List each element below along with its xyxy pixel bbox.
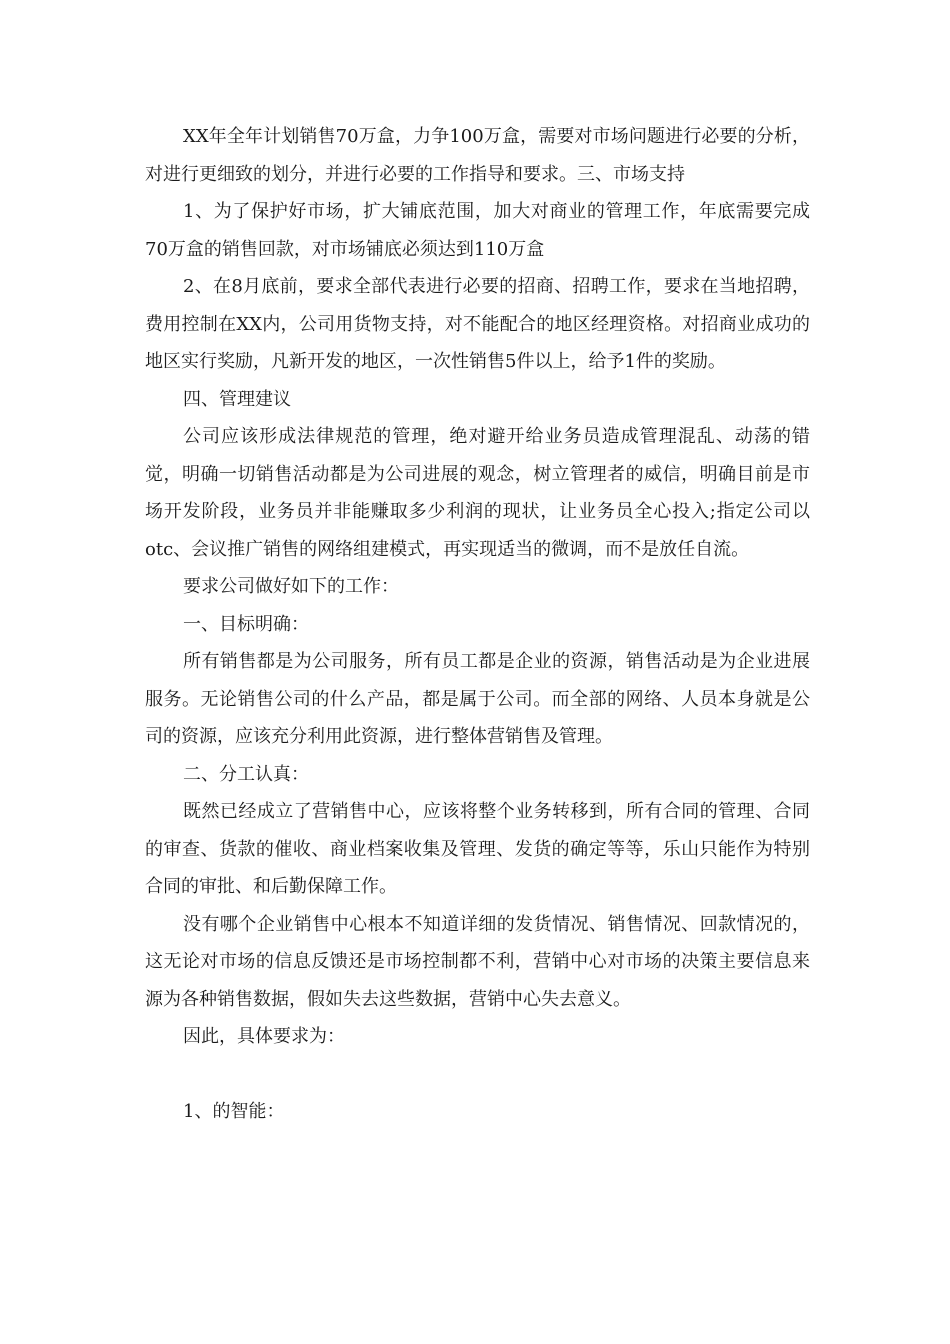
blank-line [145, 1056, 810, 1093]
heading-functions: 1、的智能： [183, 1100, 285, 1122]
paragraph-management-advice: 公司应该形成法律规范的管理，绝对避开给业务员造成管理混乱、动荡的错觉，明确一切销售活动都是为公司进展的观念，树立管理者的威信，明确目前是市场开发阶段，业务员并非能赚取多少利润的现状，让业务员全心投入;指定公司以otc、会议推广销售的网络组建模式，再实现适当的微调，而不是放任自流。 [145, 426, 810, 560]
heading-management-advice: 四、管理建议 [183, 388, 291, 410]
paragraph-market-support-2: 2、在8月底前，要求全部代表进行必要的招商、招聘工作，要求在当地招聘，费用控制在XX内，公司用货物支持，对不能配合的地区经理资格。对招商业成功的地区实行奖励，凡新开发的地区，一次性销售5件以上，给予1件的奖励。 [145, 276, 810, 372]
document-body [145, 118, 810, 1130]
paragraph-specific-requirements: 因此，具体要求为： [183, 1026, 345, 1047]
heading-clear-goals: 一、目标明确： [183, 613, 309, 635]
paragraph-sales-plan: XX年全年计划销售70万盒，力争100万盒，需要对市场问题进行必要的分析，对进行更细致的划分，并进行必要的工作指导和要求。三、市场支持 [145, 126, 810, 185]
paragraph-sales-center: 没有哪个企业销售中心根本不知道详细的发货情况、销售情况、回款情况的，这无论对市场的信息反馈还是市场控制都不利，营销中心对市场的决策主要信息来源为各种销售数据，假如失去这些数据，营销中心失去意义。 [145, 913, 810, 1010]
paragraph-market-support-1: 1、为了保护好市场，扩大铺底范围，加大对商业的管理工作，年底需要完成70万盒的销售回款，对市场铺底必须达到110万盒 [145, 201, 810, 260]
paragraph-division-of-labor: 既然已经成立了营销售中心，应该将整个业务转移到，所有合同的管理、合同的审查、货款的催收、商业档案收集及管理、发货的确定等等，乐山只能作为特别合同的审批、和后勤保障工作。 [145, 801, 810, 897]
heading-division-of-labor: 二、分工认真： [183, 763, 309, 785]
paragraph-requirements-intro: 要求公司做好如下的工作： [183, 576, 399, 597]
paragraph-clear-goals: 所有销售都是为公司服务，所有员工都是企业的资源，销售活动是为企业进展服务。无论销售公司的什么产品，都是属于公司。而全部的网络、人员本身就是公司的资源，应该充分利用此资源，进行整体营销售及管理。 [145, 651, 810, 747]
